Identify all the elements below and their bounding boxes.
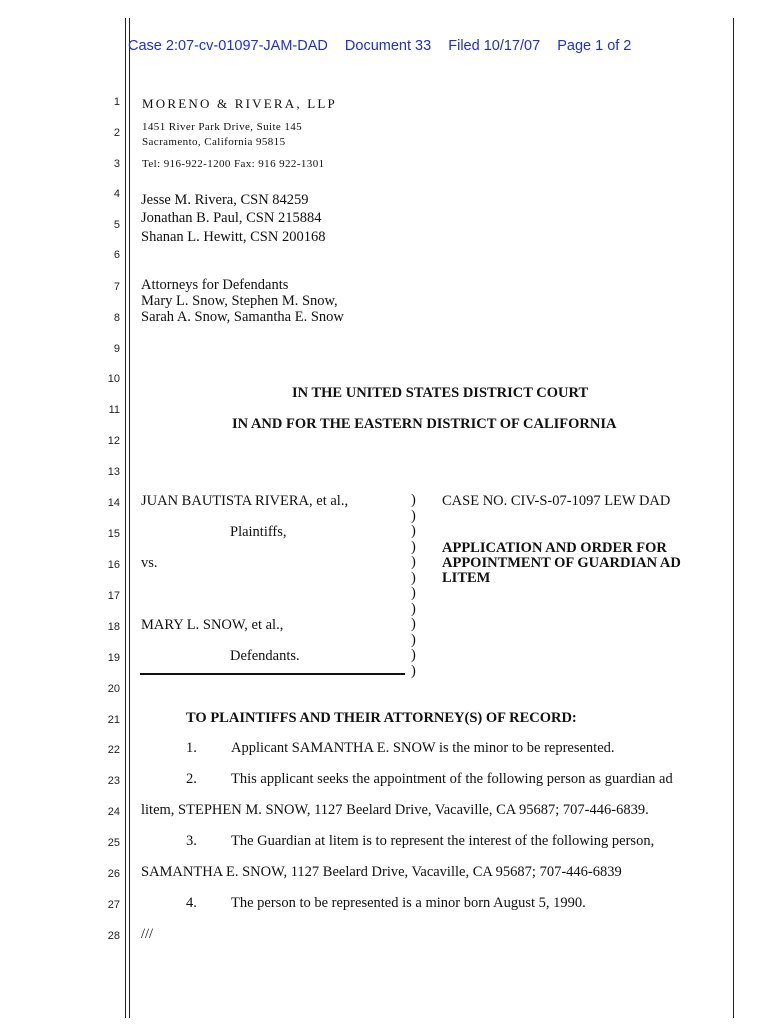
line-number: 13 — [107, 466, 120, 478]
right-margin-rule — [733, 18, 734, 1018]
defendants-label: Defendants. — [230, 648, 300, 664]
paragraph-number: 3. — [186, 833, 197, 849]
line-number: 26 — [107, 868, 120, 880]
line-number: 3 — [113, 158, 120, 170]
plaintiff-name: JUAN BAUTISTA RIVERA, et al., — [141, 493, 349, 509]
line-number: 22 — [107, 744, 120, 756]
salutation: TO PLAINTIFFS AND THEIR ATTORNEY(S) OF RECORD: — [186, 710, 577, 726]
line-number: 20 — [107, 683, 120, 695]
line-number: 28 — [107, 930, 120, 942]
line-number: 2 — [113, 127, 120, 139]
caption-paren: ) — [411, 507, 416, 524]
header-filed: Filed 10/17/07 — [448, 38, 541, 54]
caption-paren: ) — [411, 631, 416, 648]
line-number: 24 — [107, 806, 120, 818]
line-number: 16 — [107, 559, 120, 571]
line-number: 19 — [107, 652, 120, 664]
header-case-number: Case 2:07-cv-01097-JAM-DAD — [128, 38, 328, 54]
caption-paren: ) — [411, 538, 416, 555]
document-title-line: LITEM — [442, 570, 491, 586]
firm-phone: Tel: 916-922-1200 Fax: 916 922-1301 — [142, 158, 325, 170]
line-number: 4 — [113, 188, 120, 200]
line-number: 17 — [107, 590, 120, 602]
line-number: 8 — [113, 312, 120, 324]
caption-underline — [140, 673, 405, 675]
caption-paren: ) — [411, 600, 416, 617]
line-number: 18 — [107, 621, 120, 633]
line-number: 7 — [113, 281, 120, 293]
paragraph-text: litem, STEPHEN M. SNOW, 1127 Beelard Drive, Vacaville, CA 95687; 707-446-6839. — [141, 802, 649, 818]
paragraph-number: 2. — [186, 771, 197, 787]
client-names-line: Sarah A. Snow, Samantha E. Snow — [141, 309, 344, 325]
paragraph-text: SAMANTHA E. SNOW, 1127 Beelard Drive, Vacaville, CA 95687; 707-446-6839 — [141, 864, 622, 880]
line-number: 5 — [113, 219, 120, 231]
caption-paren: ) — [411, 554, 416, 570]
line-number: 15 — [107, 528, 120, 540]
paragraph-text: The person to be represented is a minor born August 5, 1990. — [231, 895, 586, 911]
paragraph-text: Applicant SAMANTHA E. SNOW is the minor to be represented. — [231, 740, 615, 756]
line-number: 9 — [113, 343, 120, 355]
line-number: 27 — [107, 899, 120, 911]
caption-paren: ) — [411, 585, 416, 601]
header-document: Document 33 — [344, 38, 432, 54]
defendant-name: MARY L. SNOW, et al., — [141, 617, 284, 633]
paragraph-text: The Guardian at litem is to represent the interest of the following person, — [231, 833, 655, 849]
attorney-name: Jonathan B. Paul, CSN 215884 — [141, 210, 322, 226]
plaintiffs-label: Plaintiffs, — [230, 524, 287, 540]
line-number: 6 — [113, 249, 120, 261]
attorney-name: Shanan L. Hewitt, CSN 200168 — [141, 229, 326, 245]
document-title-line: APPOINTMENT OF GUARDIAN AD — [442, 555, 681, 571]
case-number: CASE NO. CIV-S-07-1097 LEW DAD — [442, 493, 671, 509]
line-number: 23 — [107, 775, 120, 787]
line-number: 11 — [108, 404, 120, 416]
attorneys-for-label: Attorneys for Defendants — [141, 277, 289, 293]
versus-label: vs. — [141, 555, 158, 571]
court-title: IN THE UNITED STATES DISTRICT COURT — [292, 385, 589, 401]
firm-name: MORENO & RIVERA, LLP — [142, 96, 337, 111]
paragraph-text: This applicant seeks the appointment of the following person as guardian ad — [231, 771, 673, 787]
caption-paren: ) — [411, 492, 416, 508]
continuation-mark: /// — [141, 926, 154, 942]
client-names-line: Mary L. Snow, Stephen M. Snow, — [141, 293, 338, 309]
left-margin-rule-inner — [129, 18, 130, 1018]
left-margin-rule — [125, 18, 126, 1018]
line-number: 21 — [107, 714, 120, 726]
caption-paren: ) — [411, 647, 416, 663]
caption-paren: ) — [411, 616, 416, 632]
line-number: 25 — [107, 837, 120, 849]
line-number: 14 — [107, 497, 120, 509]
firm-address-line-2: Sacramento, California 95815 — [142, 136, 286, 148]
court-district: IN AND FOR THE EASTERN DISTRICT OF CALIFORNIA — [232, 416, 617, 432]
paragraph-number: 1. — [186, 740, 197, 756]
case-header — [128, 38, 631, 54]
header-page: Page 1 of 2 — [557, 38, 632, 54]
line-number: 1 — [113, 96, 120, 108]
document-title-line: APPLICATION AND ORDER FOR — [442, 540, 667, 556]
caption-paren: ) — [411, 662, 416, 679]
line-number: 12 — [107, 435, 120, 447]
paragraph-number: 4. — [186, 895, 197, 911]
firm-address-line-1: 1451 River Park Drive, Suite 145 — [142, 121, 303, 133]
line-number: 10 — [107, 373, 120, 385]
caption-paren: ) — [411, 523, 416, 539]
attorney-name: Jesse M. Rivera, CSN 84259 — [141, 192, 309, 208]
caption-paren: ) — [411, 569, 416, 586]
